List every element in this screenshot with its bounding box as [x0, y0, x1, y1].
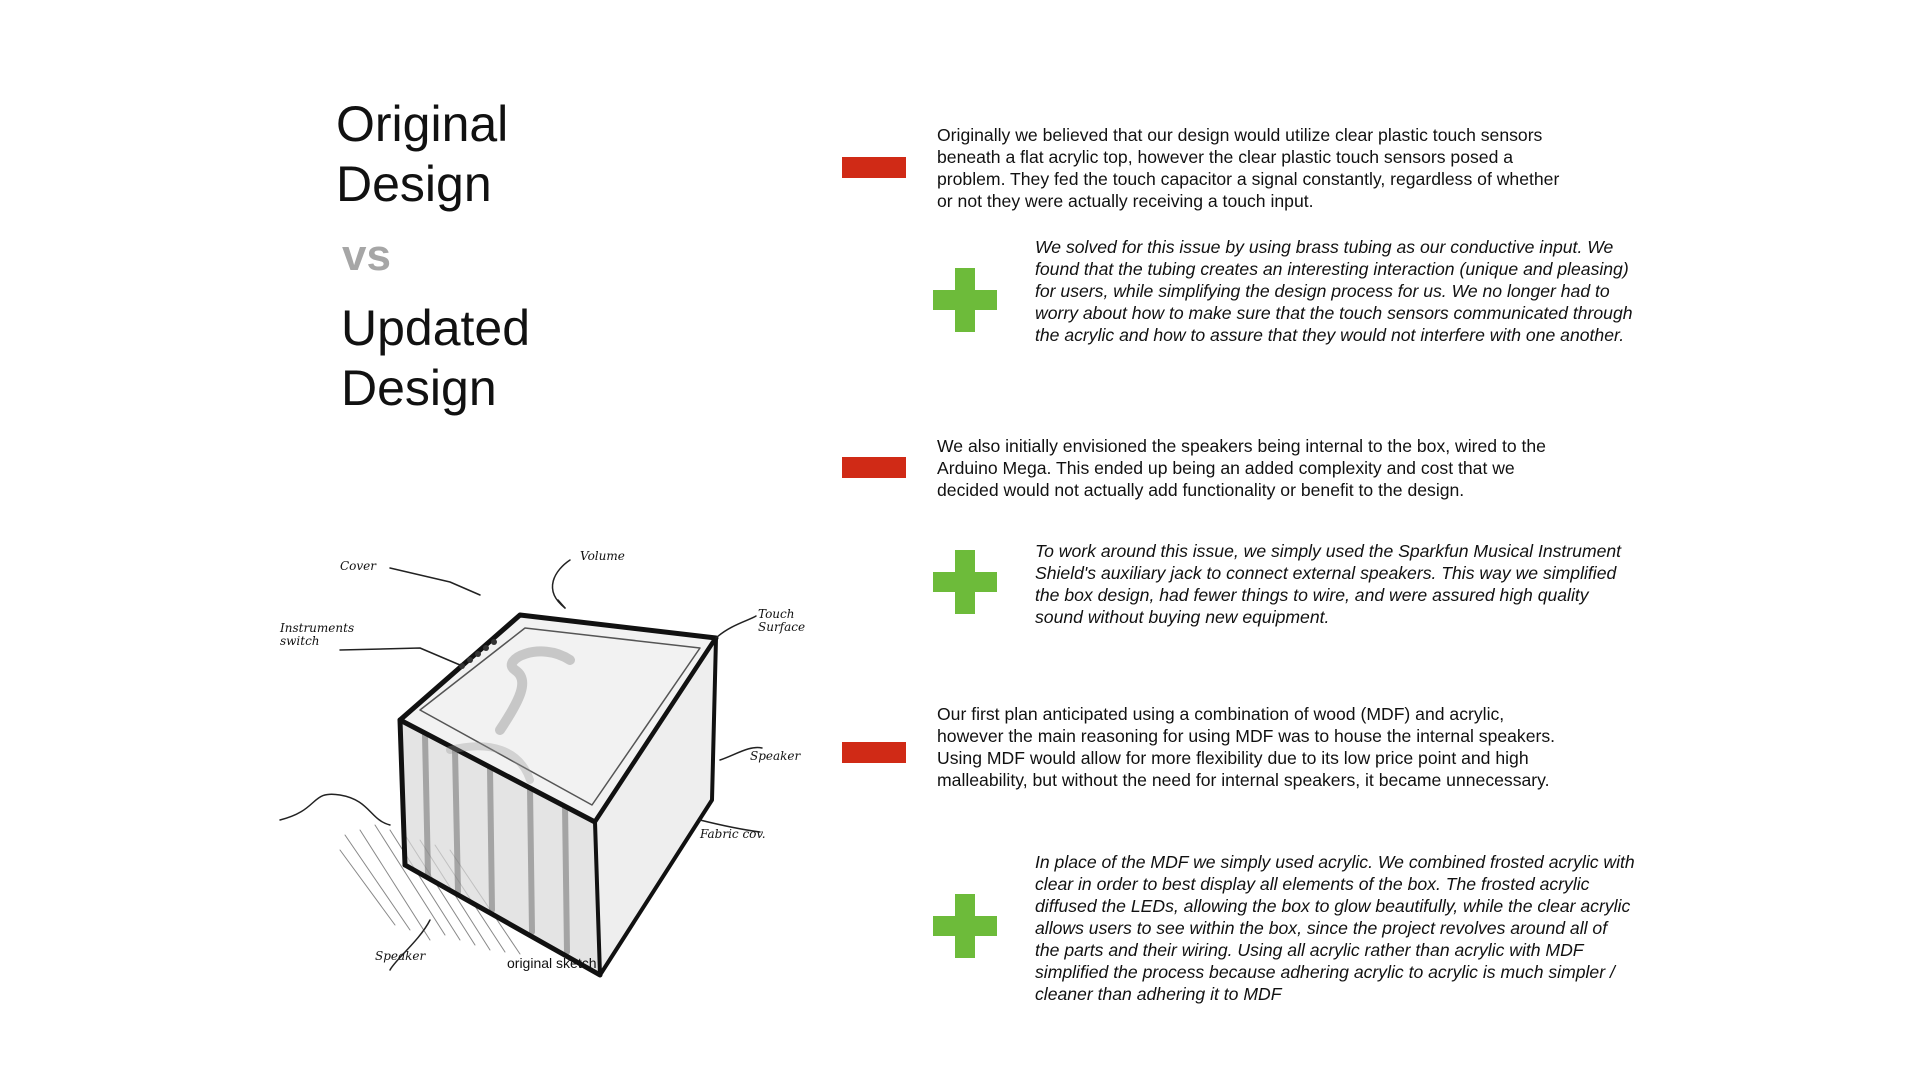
title-updated-design: Updated Design	[341, 300, 531, 416]
sketch-caption: original sketch	[507, 955, 597, 971]
minus-icon	[842, 157, 906, 178]
original-sketch-illustration	[280, 520, 806, 970]
sketch-label-speaker-right: Speaker	[750, 749, 801, 763]
minus-icon	[842, 457, 906, 478]
pro-text-1: We solved for this issue by using brass tubing as our conductive input. We found that the tubing creates an interesting interaction (unique and pleasing) for users, while simplifying the design process for us. We no longer had to worry about how to make sure that the touch sensors communicated through the acrylic and how to assure that they would not interfere with one another.	[1035, 237, 1633, 345]
con-text-2: We also initially envisioned the speakers being internal to the box, wired to the Arduino Mega. This ended up being an added complexity and cost that we decided would not actually add functionality or benefit to the design.	[937, 436, 1546, 500]
plus-icon	[933, 894, 997, 958]
sketch-label-volume: Volume	[580, 549, 625, 563]
sketch-label-fabric-cover: Fabric cov.	[700, 827, 766, 841]
con-text-1: Originally we believed that our design would utilize clear plastic touch sensors beneath a flat acrylic top, however the clear plastic touch sensors posed a problem. They fed the touch capacitor a signal constantly, regardless of whether or not they were actually receiving a touch input.	[937, 125, 1560, 211]
sketch-label-speaker-bottom: Speaker	[375, 949, 426, 963]
plus-icon	[933, 268, 997, 332]
pro-text-2: To work around this issue, we simply used the Sparkfun Musical Instrument Shield's auxiliary jack to connect external speakers. This way we simplified the box design, had fewer things to wire, and were assured high quality sound without buying new equipment.	[1035, 541, 1622, 627]
sketch-label-instruments-switch: Instruments switch	[280, 621, 355, 648]
title-vs: vs	[342, 231, 391, 280]
con-text-3: Our first plan anticipated using a combination of wood (MDF) and acrylic, however the main reasoning for using MDF was to house the internal speakers. Using MDF would allow for more flexibility due to its low price point and high malleability, but without the need for internal speakers, it became unnecessary.	[937, 704, 1556, 790]
plus-icon	[933, 550, 997, 614]
minus-icon	[842, 742, 906, 763]
pro-text-3: In place of the MDF we simply used acrylic. We combined frosted acrylic with clear in order to best display all elements of the box. The frosted acrylic diffused the LEDs, allowing the box to glow beautifully, while the clear acrylic allows users to see within the box, since the project revolves around all of the parts and their wiring. Using all acrylic rather than acrylic with MDF simplified the process because adhering acrylic to acrylic is much simpler / cleaner than adhering it to MDF	[1035, 852, 1635, 1004]
sketch-label-touch-surface: Touch Surface	[758, 607, 806, 634]
title-original-design: Original Design	[336, 96, 509, 212]
sketch-label-cover: Cover	[340, 559, 377, 573]
